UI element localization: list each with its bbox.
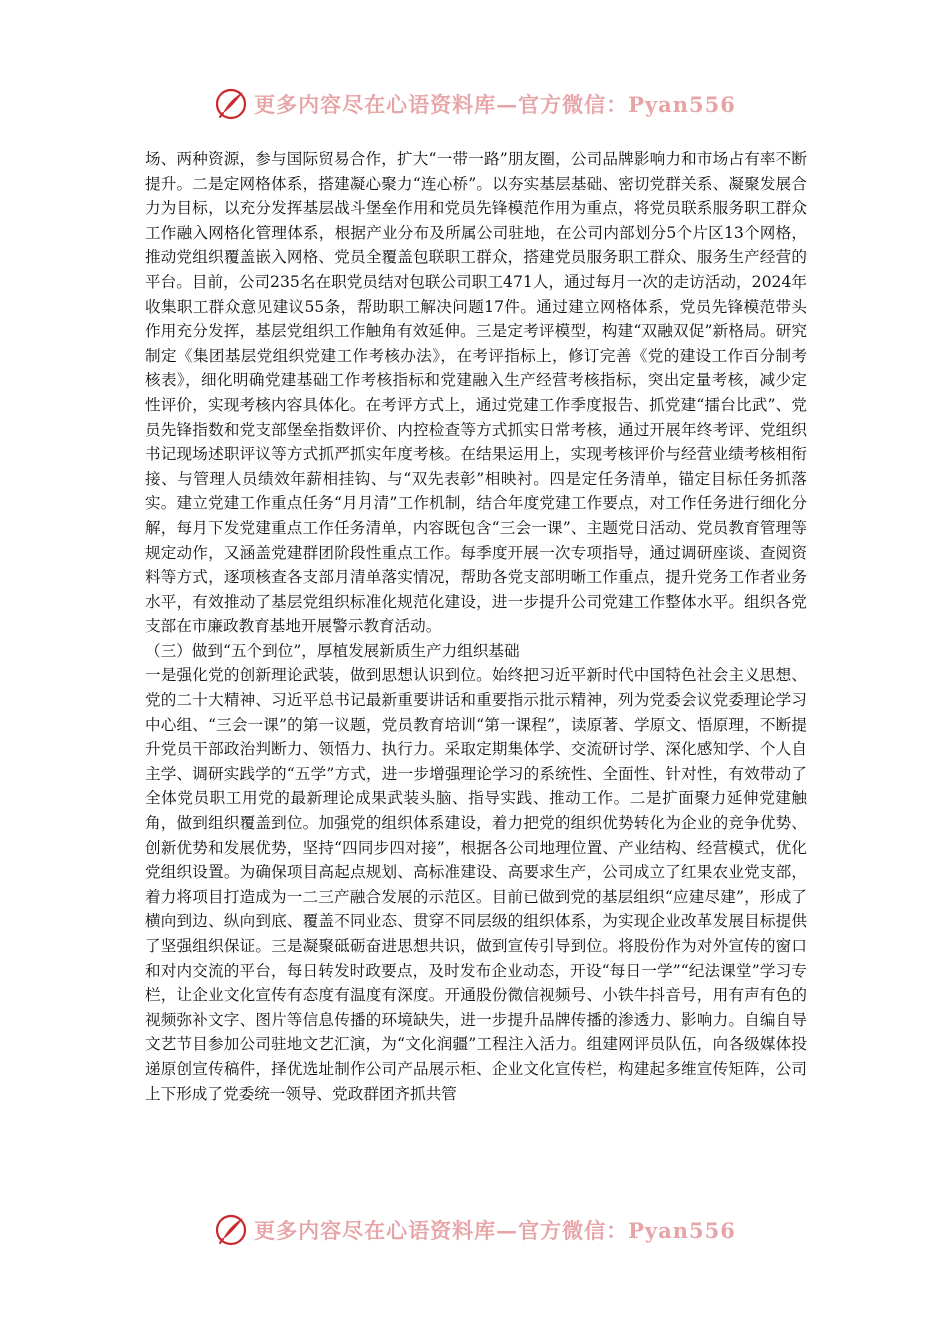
footer-watermark-text: 更多内容尽在心语资料库—官方微信：Pyan556 [254,1218,736,1243]
header-watermark [0,84,950,124]
quill-pen-icon [214,1213,248,1247]
quill-pen-icon [214,87,248,121]
document-body [145,147,807,1106]
body-paragraph: 一是强化党的创新理论武装，做到思想认识到位。始终把习近平新时代中国特色社会主义思想、党的二十大精神、习近平总书记最新重要讲话和重要指示批示精神，列为党委会议党委理论学习中心组、“三会一课”的第一议题，党员教育培训“第一课程”，读原著、学原文、悟原理，不断提升党员干部政治判断力、领悟力、执行力。采取定期集体学、交流研讨学、深化感知学、个人自主学、调研实践学的“五学”方式，进一步增强理论学习的系统性、全面性、针对性，有效带动了全体党员职工用党的最新理论成果武装头脑、指导实践、推动工作。二是扩面聚力延伸党建触角，做到组织覆盖到位。加强党的组织体系建设，着力把党的组织优势转化为企业的竞争优势、创新优势和发展优势，坚持“四同步四对接”，根据各公司地理位置、产业结构、经营模式，优化党组织设置。为确保项目高起点规划、高标准建设、高要求生产，公司成立了红果农业党支部，着力将项目打造成为一二三产融合发展的示范区。目前已做到党的基层组织“应建尽建”，形成了横向到边、纵向到底、覆盖不同业态、贯穿不同层级的组织体系，为实现企业改革发展目标提供了坚强组织保证。三是凝聚砥砺奋进思想共识，做到宣传引导到位。将股份作为对外宣传的窗口和对内交流的平台，每日转发时政要点，及时发布企业动态，开设“每日一学”“纪法课堂”学习专栏，让企业文化宣传有态度有温度有深度。开通股份微信视频号、小铁牛抖音号，用有声有色的视频弥补文字、图片等信息传播的环境缺失，进一步提升品牌传播的渗透力、影响力。自编自导文艺节目参加公司驻地文艺汇演，为“文化润疆”工程注入活力。组建网评员队伍，向各级媒体投递原创宣传稿件，择优选址制作公司产品展示柜、企业文化宣传栏，构建起多维宣传矩阵，公司上下形成了党委统一领导、党政群团齐抓共管 [145,666,807,1103]
footer-watermark [0,1210,950,1250]
body-paragraph: 场、两种资源，参与国际贸易合作，扩大“一带一路”朋友圈，公司品牌影响力和市场占有率不断提升。二是定网格体系，搭建凝心聚力“连心桥”。以夯实基层基础、密切党群关系、凝聚发展合力为目标，以充分发挥基层战斗堡垒作用和党员先锋模范作用为重点，将党员联系服务职工群众工作融入网格化管理体系，根据产业分布及所属公司驻地，在公司内部划分5个片区13个网格，推动党组织覆盖嵌入网格、党员全覆盖包联职工群众，搭建党员服务职工群众、服务生产经营的平台。目前，公司235名在职党员结对包联公司职工471人，通过每月一次的走访活动，2024年收集职工群众意见建议55条，帮助职工解决问题17件。通过建立网格体系，党员先锋模范带头作用充分发挥，基层党组织工作触角有效延伸。三是定考评模型，构建“双融双促”新格局。研究制定《集团基层党组织党建工作考核办法》，在考评指标上，修订完善《党的建设工作百分制考核表》，细化明确党建基础工作考核指标和党建融入生产经营考核指标，突出定量考核，减少定性评价，实现考核内容具体化。在考评方式上，通过党建工作季度报告、抓党建“擂台比武”、党员先锋指数和党支部堡垒指数评价、内控检查等方式抓实日常考核，通过开展年终考评、党组织书记现场述职评议等方式抓严抓实年度考核。在结果运用上，实现考核评价与经营业绩考核相衔接、与管理人员绩效年薪相挂钩、与“双先表彰”相映衬。四是定任务清单，锚定目标任务抓落实。建立党建工作重点任务“月月清”工作机制，结合年度党建工作要点，对工作任务进行细化分解，每月下发党建重点工作任务清单，内容既包含“三会一课”、主题党日活动、党员教育管理等规定动作，又涵盖党建群团阶段性重点工作。每季度开展一次专项指导，通过调研座谈、查阅资料等方式，逐项核查各支部月清单落实情况，帮助各党支部明晰工作重点，提升党务工作者业务水平，有效推动了基层党组织标准化规范化建设，进一步提升公司党建工作整体水平。组织各党支部在市廉政教育基地开展警示教育活动。 [145,150,807,636]
section-heading: （三）做到“五个到位”，厚植发展新质生产力组织基础 [145,641,520,660]
header-watermark-text: 更多内容尽在心语资料库—官方微信：Pyan556 [254,92,736,117]
